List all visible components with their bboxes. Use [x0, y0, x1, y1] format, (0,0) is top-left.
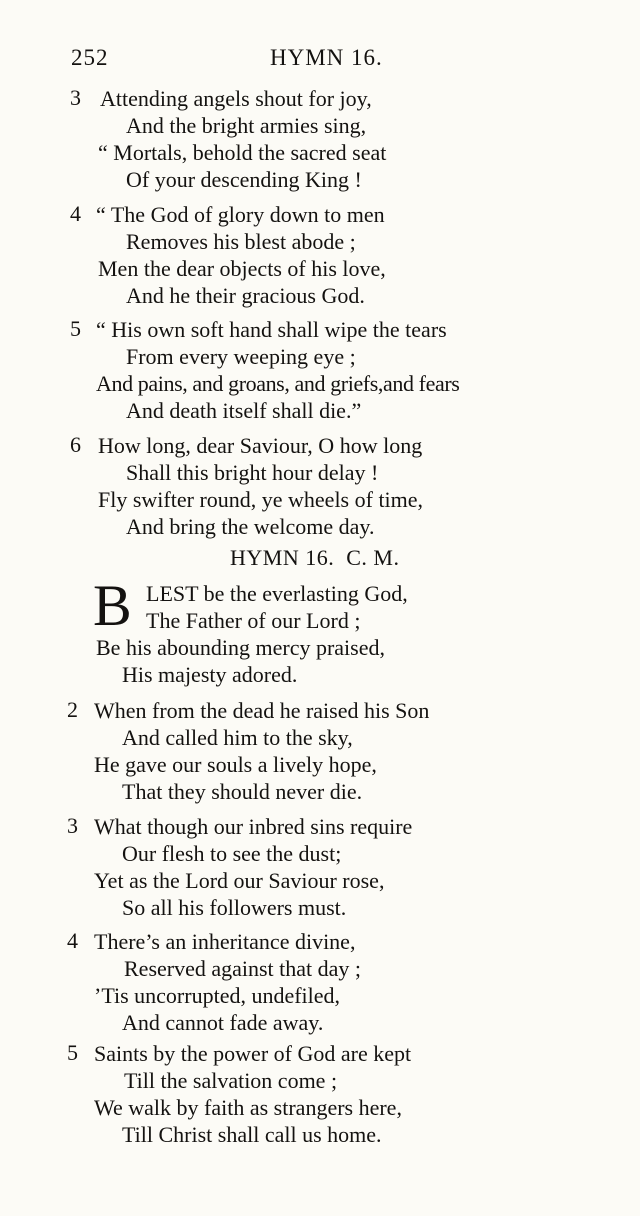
verse-line: Be his abounding mercy praised,: [96, 635, 385, 660]
verse-line: Yet as the Lord our Saviour rose,: [94, 868, 385, 893]
verse-line: And the bright armies sing,: [126, 113, 367, 138]
verse-line: Fly swifter round, ye wheels of time,: [98, 487, 424, 512]
verse-line: We walk by faith as strangers here,: [94, 1095, 402, 1120]
verse-line: LEST be the everlasting God,: [146, 581, 408, 606]
verse-line: “ Mortals, behold the sacred seat: [98, 140, 387, 165]
verse-line: Reserved against that day ;: [124, 956, 362, 981]
verse-line: Till the salvation come ;: [124, 1068, 338, 1093]
running-title: HYMN 16.: [270, 45, 383, 70]
verse-line: What though our inbred sins require: [94, 814, 413, 839]
verse-line: “ The God of glory down to men: [96, 202, 385, 227]
stanza-number: 5: [67, 1040, 78, 1065]
verse-line: And he their gracious God.: [126, 283, 365, 308]
verse-line: Of your descending King !: [126, 167, 362, 192]
verse-line: From every weeping eye ;: [126, 344, 356, 369]
verse-line: His majesty adored.: [122, 662, 298, 687]
verse-line: Men the dear objects of his love,: [98, 256, 386, 281]
verse-line: And pains, and groans, and griefs,and fears: [96, 371, 460, 396]
verse-line: How long, dear Saviour, O how long: [98, 433, 423, 458]
page-number: 252: [71, 45, 109, 70]
verse-line: Shall this bright hour delay !: [126, 460, 379, 485]
drop-cap: B: [93, 573, 132, 638]
verse-line: That they should never die.: [122, 779, 363, 804]
verse-line: Till Christ shall call us home.: [122, 1122, 382, 1147]
stanza-number: 2: [67, 697, 78, 722]
stanza-number: 3: [70, 85, 81, 110]
stanza-number: 5: [70, 316, 81, 341]
verse-line: Removes his blest abode ;: [126, 229, 356, 254]
verse-line: And cannot fade away.: [122, 1010, 324, 1035]
stanza-number: 3: [67, 813, 78, 838]
verse-line: And death itself shall die.”: [126, 398, 362, 423]
verse-line: When from the dead he raised his Son: [94, 698, 430, 723]
verse-line: And bring the welcome day.: [126, 514, 375, 539]
verse-line: And called him to the sky,: [122, 725, 353, 750]
verse-line: Saints by the power of God are kept: [94, 1041, 412, 1066]
verse-line: Our flesh to see the dust;: [122, 841, 342, 866]
stanza-number: 4: [67, 928, 78, 953]
verse-line: Attending angels shout for joy,: [100, 86, 372, 111]
hymn-title: HYMN 16. C. M.: [230, 545, 400, 570]
verse-line: There’s an inheritance divine,: [94, 929, 356, 954]
verse-line: So all his followers must.: [122, 895, 347, 920]
verse-line: ’Tis uncorrupted, undefiled,: [94, 983, 341, 1008]
verse-line: “ His own soft hand shall wipe the tears: [96, 317, 447, 342]
verse-line: He gave our souls a lively hope,: [94, 752, 377, 777]
stanza-number: 6: [70, 432, 81, 457]
verse-line: The Father of our Lord ;: [146, 608, 361, 633]
stanza-number: 4: [70, 201, 81, 226]
